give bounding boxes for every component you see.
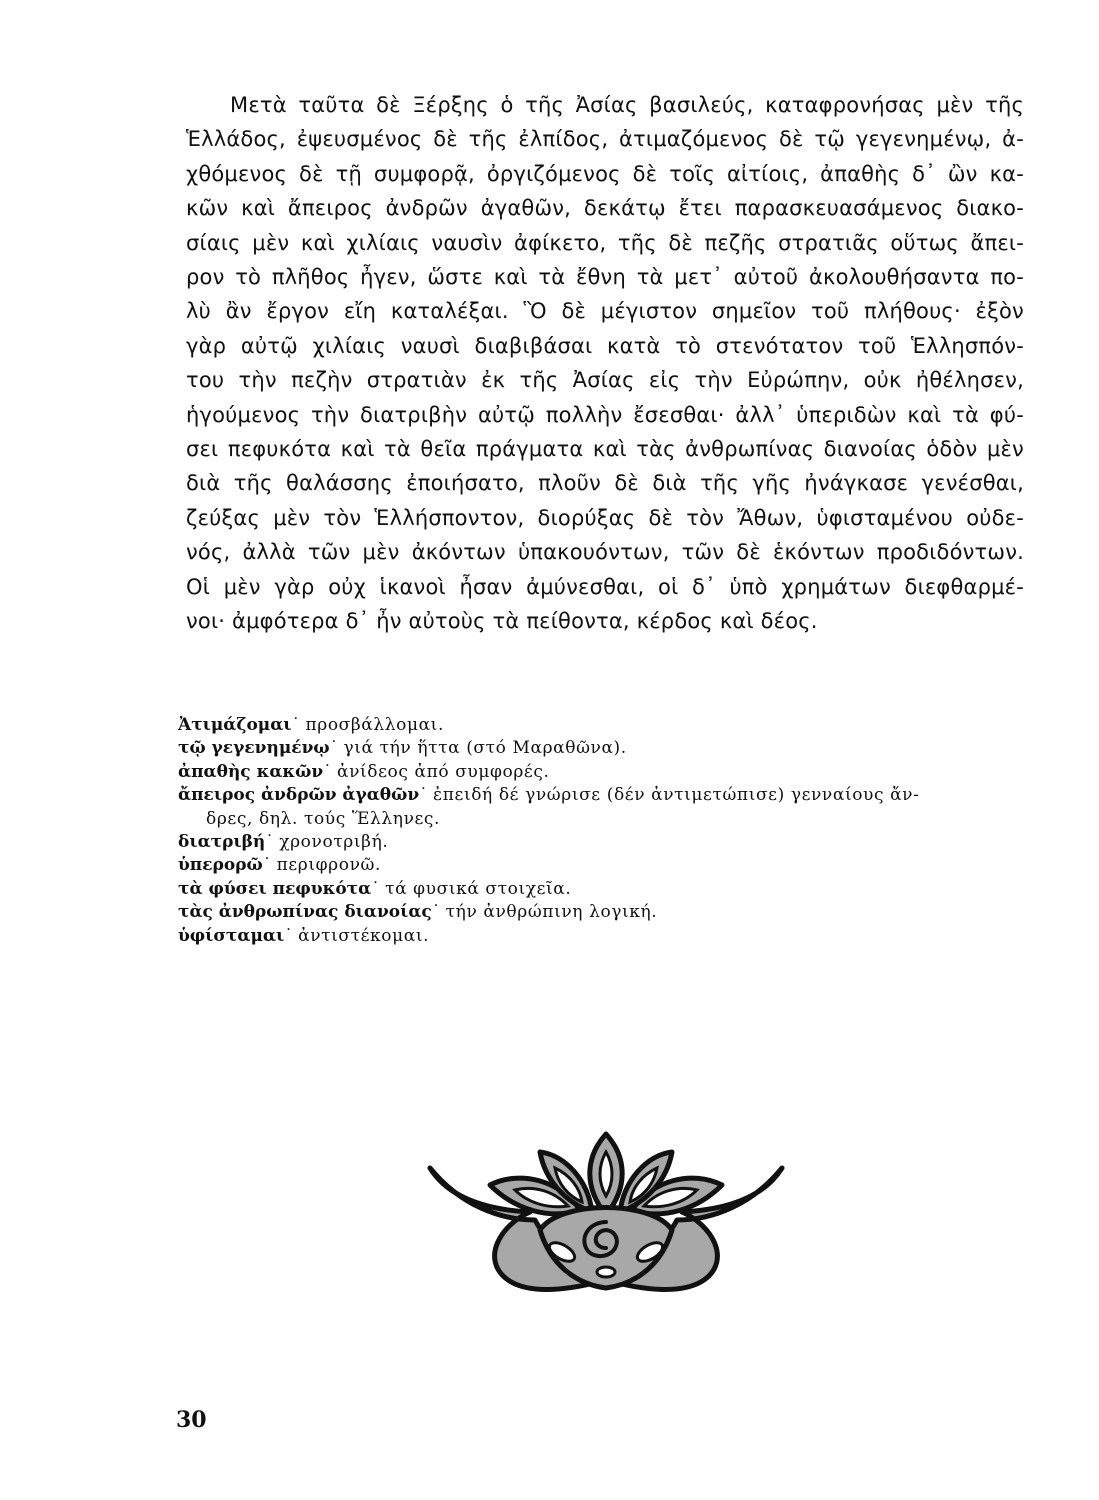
glossary-term: ὑφίσταμαι — [178, 925, 285, 946]
glossary-separator: ˙ — [419, 785, 428, 806]
glossary-entry — [178, 831, 1028, 854]
glossary-entry — [178, 901, 1028, 924]
page-number: 30 — [176, 1407, 207, 1433]
glossary-definition: γιά τήν ἥττα (στό Μαραθῶνα). — [343, 738, 627, 759]
glossary-separator: ˙ — [329, 738, 339, 759]
text-line: ἡγούμενος τὴν διατριβὴν αὐτῷ πολλὴν ἔσεσθαι· ἀλλ᾽ ὑπεριδὼν καὶ τὰ φύ- — [186, 402, 1024, 427]
glossary-term: τὰ φύσει πεφυκότα — [178, 878, 372, 899]
glossary — [178, 714, 1028, 948]
main-text — [186, 88, 1024, 639]
glossary-separator: ˙ — [431, 902, 441, 923]
glossary-term: ὑπερορῶ — [178, 855, 263, 876]
glossary-entry — [178, 878, 1028, 901]
text-line: λὺ ἂν ἔργον εἴη καταλέξαι. Ὃ δὲ μέγιστον σημεῖον τοῦ πλήθους· ἐξὸν — [186, 299, 1024, 324]
glossary-entry — [178, 854, 1028, 877]
glossary-term: ἀπαθὴς κακῶν — [178, 761, 324, 782]
text-line: νοι· ἀμφότερα δ᾽ ἦν αὐτοὺς τὰ πείθοντα, κέρδος καὶ δέος. — [186, 609, 818, 634]
glossary-definition: χρονοτριβή. — [279, 832, 389, 853]
glossary-definition: περιφρονῶ. — [276, 855, 381, 876]
text-line: ζεύξας μὲν τὸν Ἑλλήσποντον, διορύξας δὲ τὸν Ἄθων, ὑφισταμένου οὐδε- — [186, 505, 1024, 530]
glossary-definition: ἀντιστέκομαι. — [298, 925, 430, 946]
glossary-separator: ˙ — [371, 878, 380, 899]
glossary-separator: ˙ — [284, 925, 293, 946]
glossary-term: διατριβή — [178, 832, 266, 853]
glossary-entry — [178, 925, 1028, 948]
glossary-definition: ἐπειδή δέ γνώρισε (δέν ἀντιμετώπισε) γενναίους ἄν- — [433, 785, 920, 806]
glossary-definition: προσβάλλομαι. — [305, 715, 444, 735]
text-line: Οἱ μὲν γὰρ οὐχ ἱκανοὶ ἦσαν ἀμύνεσθαι, οἱ δ᾽ ὑπὸ χρημάτων διεφθαρμέ- — [186, 574, 1024, 599]
glossary-entry — [178, 784, 1028, 831]
text-line: ρον τὸ πλῆθος ἦγεν, ὥστε καὶ τὰ ἔθνη τὰ μετ᾽ αὐτοῦ ἀκολουθήσαντα πο- — [186, 265, 1024, 290]
text-line: γὰρ αὐτῷ χιλίαις ναυσὶ διαβιβάσαι κατὰ τὸ στενότατον τοῦ Ἑλλησπόν- — [186, 333, 1024, 358]
text-line: σίαις μὲν καὶ χιλίαις ναυσὶν ἀφίκετο, τῆς δὲ πεζῆς στρατιᾶς οὕτως ἄπει- — [186, 230, 1024, 255]
glossary-entry — [178, 714, 1028, 737]
glossary-definition: ἀνίδεος ἀπό συμφορές. — [337, 761, 550, 782]
glossary-term: Ἀτιμάζομαι — [178, 715, 292, 735]
glossary-term: τὰς ἀνθρωπίνας διανοίας — [178, 902, 432, 923]
text-line: Ἑλλάδος, ἐψευσμένος δὲ τῆς ἐλπίδος, ἀτιμαζόμενος δὲ τῷ γεγενημένῳ, ἀ- — [186, 127, 1024, 152]
text-line: διὰ τῆς θαλάσσης ἐποιήσατο, πλοῦν δὲ διὰ τῆς γῆς ἠνάγκασε γενέσθαι, — [186, 471, 1024, 496]
text-line: κῶν καὶ ἄπειρος ἀνδρῶν ἀγαθῶν, δεκάτῳ ἔτει παρασκευασάμενος διακο- — [186, 196, 1024, 221]
text-line: νός, ἀλλὰ τῶν μὲν ἀκόντων ὑπακουόντων, τῶν δὲ ἑκόντων προδιδόντων. — [186, 540, 1024, 565]
floral-ornament-icon — [420, 1130, 792, 1300]
glossary-definition-continuation: δρες, δηλ. τούς Ἕλληνες. — [206, 808, 441, 829]
glossary-separator: ˙ — [291, 715, 301, 735]
glossary-term: ἄπειρος ἀνδρῶν ἀγαθῶν — [178, 785, 420, 806]
text-line: του τὴν πεζὴν στρατιὰν ἐκ τῆς Ἀσίας εἰς τὴν Εὐρώπην, οὐκ ἠθέλησεν, — [186, 368, 1024, 393]
text-line: χθόμενος δὲ τῇ συμφορᾷ, ὀργιζόμενος δὲ τοῖς αἰτίοις, ἀπαθὴς δ᾽ ὢν κα- — [186, 161, 1024, 186]
glossary-separator: ˙ — [323, 761, 332, 782]
glossary-separator: ˙ — [262, 855, 272, 876]
glossary-entry — [178, 761, 1028, 784]
glossary-definition: τήν ἀνθρώπινη λογική. — [445, 902, 658, 923]
text-line: Μετὰ ταῦτα δὲ Ξέρξης ὁ τῆς Ἀσίας βασιλεύς, καταφρονήσας μὲν τῆς — [230, 93, 1024, 117]
glossary-definition: τά φυσικά στοιχεῖα. — [385, 878, 572, 899]
glossary-separator: ˙ — [265, 832, 274, 853]
glossary-term: τῷ γεγενημένῳ — [178, 738, 330, 759]
text-line: σει πεφυκότα καὶ τὰ θεῖα πράγματα καὶ τὰς ἀνθρωπίνας διανοίας ὁδὸν μὲν — [186, 437, 1024, 462]
glossary-entry — [178, 737, 1028, 760]
